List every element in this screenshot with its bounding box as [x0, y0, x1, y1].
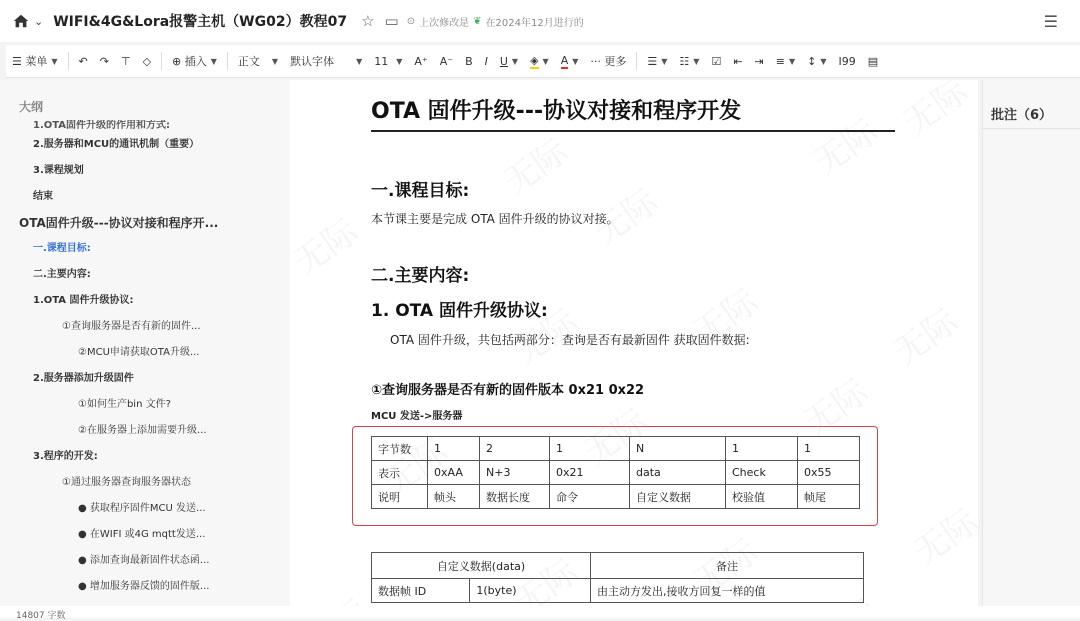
- divider: [983, 128, 1080, 129]
- outline-item[interactable]: ②MCU申请获取OTA升级...: [78, 347, 200, 358]
- title-bar: [0, 0, 1080, 42]
- outline-item[interactable]: 结束: [33, 191, 53, 202]
- watermark-text: [902, 495, 978, 574]
- paragraph-style-select[interactable]: [232, 45, 284, 77]
- line-spacing-icon: ↕: [807, 54, 817, 68]
- leaf-icon: ❦: [473, 15, 482, 27]
- indent-button[interactable]: [749, 45, 770, 77]
- bold-icon: B: [465, 54, 473, 68]
- word-count: 14807 字数: [16, 611, 66, 621]
- direction-label: MCU 发送->服务器: [371, 411, 463, 422]
- table-cell[interactable]: 1: [726, 437, 798, 461]
- table-cell[interactable]: 0x55: [798, 461, 860, 485]
- align-left-icon: ≡: [775, 54, 785, 68]
- status-bar: [0, 606, 1080, 621]
- table-cell[interactable]: 1: [428, 437, 480, 461]
- align-button[interactable]: [770, 45, 801, 77]
- chevron-down-icon[interactable]: ⌄: [34, 14, 44, 28]
- table-cell[interactable]: 说明: [372, 485, 428, 509]
- star-icon[interactable]: ☆: [361, 12, 375, 30]
- divider: [227, 52, 228, 70]
- list-icon: ☰: [12, 54, 22, 68]
- table-cell[interactable]: 数据长度: [480, 485, 550, 509]
- folder-icon[interactable]: ▭: [384, 12, 399, 30]
- outline-item[interactable]: ①如何生产bin 文件?: [78, 399, 171, 410]
- outline-item[interactable]: ● 添加查询最新固件状态函...: [78, 555, 210, 566]
- comments-panel: [982, 80, 1080, 606]
- save-status: [407, 14, 584, 29]
- paint-format-icon: ⊤: [120, 54, 131, 68]
- save-time: 在2024年12月进行的: [485, 17, 584, 29]
- subsection-heading-query: ①查询服务器是否有新的固件版本 0x21 0x22: [371, 383, 645, 398]
- table-header-cell[interactable]: 备注: [591, 553, 864, 579]
- more-button[interactable]: [584, 45, 632, 77]
- undo-button[interactable]: [73, 45, 94, 77]
- outline-item[interactable]: ①查询服务器是否有新的固件...: [62, 321, 201, 332]
- table-cell[interactable]: 1(byte): [470, 579, 591, 603]
- table-cell[interactable]: N: [630, 437, 726, 461]
- table-cell[interactable]: 0xAA: [428, 461, 480, 485]
- redo-button[interactable]: [94, 45, 115, 77]
- comments-title[interactable]: 批注（6）: [991, 108, 1053, 123]
- outline-item[interactable]: ● 获取程序固件MCU 发送...: [78, 503, 206, 514]
- table-cell[interactable]: 字节数: [372, 437, 428, 461]
- table-cell[interactable]: 帧头: [428, 485, 480, 509]
- table-cell[interactable]: 校验值: [726, 485, 798, 509]
- table-header-cell[interactable]: 自定义数据(data): [372, 553, 591, 579]
- watermark-text: [882, 295, 966, 374]
- undo-icon: ↶: [78, 54, 88, 68]
- check-circle-icon: ⊙: [406, 15, 416, 27]
- outline-heading: 大纲: [19, 100, 44, 114]
- table-cell[interactable]: 2: [480, 437, 550, 461]
- caret-down-icon: ▼: [271, 56, 279, 66]
- caret-down-icon: ▼: [693, 56, 700, 66]
- outline-item[interactable]: ②在服务器上添加需要升级...: [78, 425, 207, 436]
- comment-button[interactable]: [862, 45, 884, 77]
- italic-icon: I: [484, 54, 488, 68]
- bold-button[interactable]: [459, 45, 479, 77]
- format-toolbar: [6, 45, 1080, 78]
- outdent-icon: ⇤: [733, 54, 743, 68]
- plus-circle-icon: ⊕: [172, 54, 182, 68]
- bullet-list-icon: ☰: [647, 54, 658, 68]
- table-row: [372, 461, 860, 485]
- watermark-text: [802, 105, 886, 184]
- decrease-font-button[interactable]: [434, 45, 459, 77]
- document-title[interactable]: WIFI&4G&Lora报警主机（WG02）教程07: [53, 14, 348, 30]
- table-cell[interactable]: 0x21: [550, 461, 630, 485]
- insert-label: 插入: [184, 55, 207, 68]
- save-status-label: 上次修改是: [419, 17, 470, 29]
- eraser-icon: ◇: [142, 54, 152, 68]
- font-color-button[interactable]: [555, 45, 585, 77]
- more-label: 更多: [604, 55, 627, 68]
- document-canvas[interactable]: [290, 80, 978, 606]
- increase-font-icon: A⁺: [414, 54, 428, 68]
- outline-item[interactable]: ● 增加服务器反馈的固件版...: [78, 581, 210, 592]
- highlight-button[interactable]: [524, 45, 555, 77]
- watermark-text: [292, 585, 376, 606]
- divider: [68, 52, 69, 70]
- watermark-text: [492, 125, 576, 204]
- size-value: 11: [374, 54, 389, 68]
- outline-item[interactable]: 3.课程规划: [33, 165, 84, 176]
- divider: [636, 52, 637, 70]
- underline-icon: U: [499, 54, 508, 68]
- redo-icon: ↷: [99, 54, 109, 68]
- comment-icon: ▤: [867, 54, 879, 68]
- outline-item[interactable]: 一.课程目标:: [33, 243, 91, 254]
- outline-item[interactable]: OTA固件升级---协议对接和程序开...: [19, 216, 219, 230]
- bullet-list-button[interactable]: [641, 45, 673, 77]
- checkbox-icon: ☑: [711, 54, 722, 68]
- insert-button[interactable]: [166, 45, 223, 77]
- caret-down-icon: ▼: [820, 56, 827, 66]
- protocol-intro-text: OTA 固件升级，共包括两部分：查询是否有最新固件 获取固件数据:: [390, 333, 750, 347]
- section-heading-content: 二.主要内容:: [371, 266, 470, 286]
- underline-button[interactable]: [494, 45, 524, 77]
- outline-item[interactable]: 2.服务器和MCU的通讯机制（重要）: [33, 139, 200, 150]
- frame-format-table: [371, 436, 860, 509]
- section-goal-text: 本节课主要是完成 OTA 固件升级的协议对接。: [371, 212, 619, 226]
- caret-down-icon: ▼: [51, 56, 58, 66]
- line-spacing-button[interactable]: [801, 45, 832, 77]
- clear-format-button[interactable]: [137, 45, 157, 77]
- document-heading: OTA 固件升级---协议对接和程序开发: [371, 99, 742, 124]
- font-size-select[interactable]: [368, 45, 408, 77]
- home-icon[interactable]: [12, 12, 30, 30]
- table-cell[interactable]: 帧尾: [798, 485, 860, 509]
- caret-down-icon: ▼: [210, 56, 217, 66]
- menu-label: 菜单: [25, 55, 48, 68]
- quote-button[interactable]: [833, 45, 862, 77]
- quote-icon: I99: [838, 54, 856, 68]
- table-cell[interactable]: 1: [550, 437, 630, 461]
- ellipsis-icon: ···: [590, 54, 601, 68]
- format-painter-button[interactable]: [115, 45, 137, 77]
- increase-font-button[interactable]: [408, 45, 433, 77]
- table-cell[interactable]: 1: [798, 437, 860, 461]
- font-family-select[interactable]: [284, 45, 368, 77]
- menu-button[interactable]: [6, 45, 64, 77]
- numbered-list-icon: ☷: [679, 54, 690, 68]
- custom-data-table: [371, 552, 864, 603]
- font-value: 默认字体: [290, 55, 335, 68]
- outline-item[interactable]: ● 在WIFI 或4G mqtt发送...: [78, 529, 206, 540]
- caret-down-icon: ▼: [542, 56, 549, 66]
- table-cell[interactable]: data: [630, 461, 726, 485]
- checklist-button[interactable]: [705, 45, 727, 77]
- table-row: [372, 437, 860, 461]
- caret-down-icon: ▼: [396, 56, 403, 66]
- table-cell[interactable]: Check: [726, 461, 798, 485]
- menu-icon[interactable]: ☰: [1043, 12, 1058, 31]
- outline-sidebar: [0, 80, 290, 606]
- table-cell[interactable]: N+3: [480, 461, 550, 485]
- outline-item[interactable]: 二.主要内容:: [33, 269, 91, 280]
- decrease-font-icon: A⁻: [439, 54, 454, 68]
- table-cell[interactable]: 表示: [372, 461, 428, 485]
- caret-down-icon: ▼: [661, 56, 668, 66]
- outline-item[interactable]: 1.OTA 固件升级协议:: [33, 295, 134, 306]
- italic-button[interactable]: [479, 45, 494, 77]
- table-row: [372, 485, 860, 509]
- font-color-icon: A: [560, 53, 569, 67]
- outline-item[interactable]: 3.程序的开发:: [33, 451, 98, 462]
- outline-list: [0, 120, 290, 600]
- subsection-heading-protocol: 1. OTA 固件升级协议:: [371, 301, 548, 321]
- outline-item[interactable]: 2.服务器添加升级固件: [33, 373, 134, 384]
- table-row: [372, 579, 864, 603]
- table-cell[interactable]: 由主动方发出,接收方回复一样的值: [591, 579, 864, 603]
- table-cell[interactable]: 自定义数据: [630, 485, 726, 509]
- watermark-text: [892, 80, 976, 144]
- caret-down-icon: ▼: [511, 56, 519, 66]
- caret-down-icon: ▼: [788, 56, 796, 66]
- caret-down-icon: ▼: [572, 56, 579, 66]
- numbered-list-button[interactable]: [673, 45, 705, 77]
- outline-item[interactable]: 1.OTA固件升级的作用和方式:: [33, 120, 171, 131]
- section-heading-goal: 一.课程目标:: [371, 181, 470, 201]
- indent-icon: ⇥: [754, 54, 764, 68]
- table-header-row: [372, 553, 864, 579]
- heading-underline: [371, 130, 895, 132]
- highlighter-icon: ◈: [530, 53, 539, 67]
- table-cell[interactable]: 数据帧 ID: [372, 579, 470, 603]
- outline-item[interactable]: ①通过服务器查询服务器状态: [62, 477, 191, 488]
- table-cell[interactable]: 命令: [550, 485, 630, 509]
- outdent-button[interactable]: [727, 45, 748, 77]
- divider: [161, 52, 162, 70]
- caret-down-icon: ▼: [356, 56, 363, 66]
- watermark-text: [290, 205, 366, 284]
- style-value: 正文: [237, 55, 260, 68]
